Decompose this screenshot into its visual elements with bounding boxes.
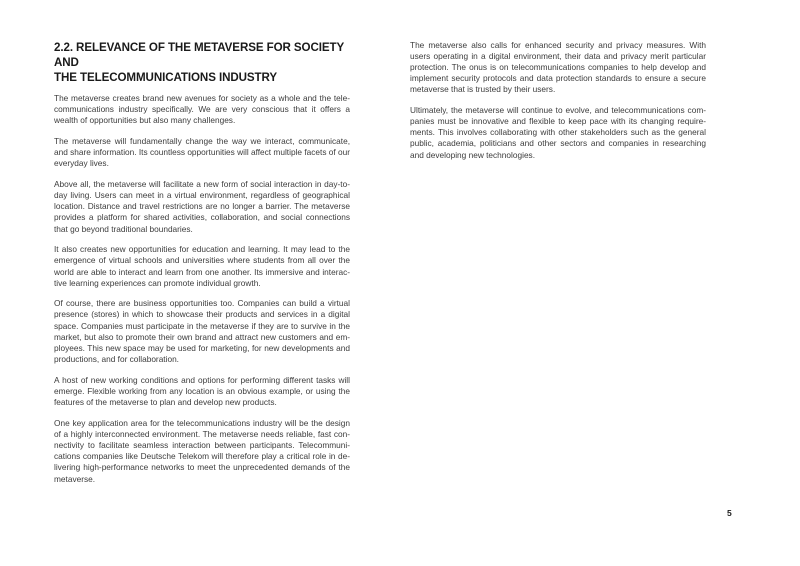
section-heading-line-2: THE TELECOMMUNICATIONS INDUSTRY <box>54 71 277 84</box>
paragraph: The metaverse creates brand new avenues for society as a whole and the telecommunications industry specifically. We are very conscious that it offers a wealth of opportunities but also many challenges. <box>54 93 350 126</box>
right-column <box>410 40 706 170</box>
paragraph: Of course, there are business opportunities too. Companies can build a virtual presence (stores) in which to showcase their products and services in a digital space. Companies must participate in the metaverse if they are to survive in the market, but also to promote their own brand and attract new customers and employees. This new space may be used for marketing, for new developments and productions, and for collaboration. <box>54 298 350 365</box>
section-heading-line-1: 2.2. RELEVANCE OF THE METAVERSE FOR SOCIETY AND <box>54 41 344 69</box>
left-column <box>54 40 350 494</box>
paragraph: The metaverse also calls for enhanced security and privacy measures. With users operating in a digital environment, their data and privacy merit particular protection. The onus is on telecommunications companies to help develop and implement security protocols and data protection standards to ensure a secure metaverse that is trusted by their users. <box>410 39 706 95</box>
paragraph: A host of new working conditions and options for performing different tasks will emerge. Flexible working from any location is an obvious example, or using the features of the metaverse to plan and develop new products. <box>54 374 350 408</box>
section-heading <box>54 40 350 85</box>
paragraph: Ultimately, the metaverse will continue to evolve, and telecommunications companies must be innovative and flexible to keep pace with its changing requirements. This involves collaborating with other stakeholders such as the general public, academia, politicians and other sectors and companies in researching and developing new technologies. <box>410 104 706 160</box>
paragraph: The metaverse will fundamentally change the way we interact, communicate, and share information. Its countless opportunities will affect multiple facets of our everyday lives. <box>54 135 350 169</box>
page-number: 5 <box>727 508 732 518</box>
paragraph: It also creates new opportunities for education and learning. It may lead to the emergence of virtual schools and universities where students from all over the world are able to interact and learn from one another. Its immersive and interactive learning experiences can promote individual growth. <box>54 244 350 288</box>
paragraph: One key application area for the telecommunications industry will be the design of a highly interconnected environment. The metaverse needs reliable, fast connectivity to facilitate seamless interaction between participants. Telecommunications companies like Deutsche Telekom will therefore play a critical role in delivering high-performance networks to meet the unprecedented demands of the metaverse. <box>54 417 350 484</box>
paragraph: Above all, the metaverse will facilitate a new form of social interaction in day-to-day living. Users can meet in a virtual environment, regardless of geographical location. Distance and travel restrictions are no longer a barrier. The metaverse provides a platform for shared activities, collaboration, and social connections that go beyond traditional boundaries. <box>54 178 350 234</box>
